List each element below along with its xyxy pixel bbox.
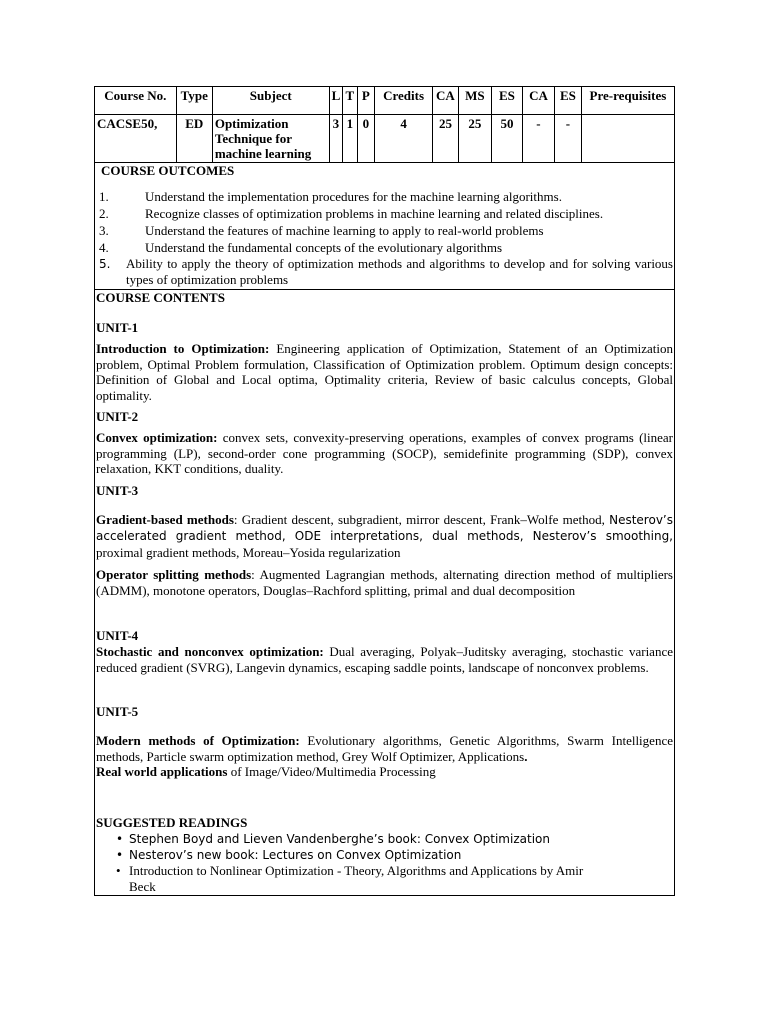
outcome-number: 2.	[99, 206, 109, 221]
header-prerequisites: Pre-requisites	[581, 87, 674, 115]
unit-2-title: UNIT-2	[96, 409, 139, 424]
table-row	[95, 115, 675, 163]
list-item	[99, 222, 674, 239]
header-course-no: Course No.	[95, 87, 177, 115]
cell-t: 1	[343, 115, 357, 163]
unit-2-heading: Convex optimization:	[96, 430, 218, 445]
cell-l: 3	[329, 115, 342, 163]
unit-3-text-2: : Augmented Lagrangian methods, alternating direction method of multipliers (ADMM), monotone operators, Douglas–Rachford splitting, primal and dual decomposition	[96, 567, 673, 598]
header-type: Type	[176, 87, 212, 115]
unit-5-title: UNIT-5	[96, 704, 139, 719]
list-item: • Introduction to Nonlinear Optimization - Theory, Algorithms and Applications by Amir Beck	[116, 863, 673, 895]
table-header-row	[95, 87, 675, 115]
syllabus-page	[94, 86, 675, 896]
course-outcomes-section	[94, 163, 675, 290]
readings-title: SUGGESTED READINGS	[96, 814, 248, 830]
unit-1-paragraph	[96, 341, 673, 403]
unit-4-paragraph	[96, 644, 673, 675]
unit-2-paragraph	[96, 430, 673, 477]
unit-4-heading: Stochastic and nonconvex optimization:	[96, 644, 324, 659]
unit-5-heading-2: Real world applications	[96, 764, 228, 779]
outcome-text: Understand the features of machine learning to apply to real-world problems	[145, 223, 544, 238]
outcome-number: 3.	[99, 223, 109, 238]
outcome-number: 4.	[99, 240, 109, 255]
list-item	[99, 239, 674, 256]
cell-es: 50	[491, 115, 522, 163]
unit-5-text-2: of Image/Video/Multimedia Processing	[227, 764, 436, 779]
header-ca-2: CA	[522, 87, 554, 115]
header-p: P	[357, 87, 375, 115]
list-item	[99, 256, 674, 288]
header-ms: MS	[458, 87, 491, 115]
unit-2-text: convex sets, convexity-preserving operations, examples of convex programs (linear programming (LP), second-order cone programming (SOCP), semidefinite programming (SDP), convex relaxation, KKT conditions, duality.	[96, 430, 673, 476]
outcome-text: Ability to apply the theory of optimization methods and algorithms to develop and for solving various types of optimization problems	[126, 256, 673, 287]
cell-ca-2: -	[522, 115, 554, 163]
header-ca: CA	[433, 87, 459, 115]
unit-3-text-c: proximal gradient methods, Moreau–Yosida regularization	[96, 544, 401, 560]
unit-5-end-period: .	[524, 748, 528, 764]
cell-prerequisites	[581, 115, 674, 163]
contents-title: COURSE CONTENTS	[96, 290, 225, 305]
unit-3-text-a: : Gradient descent, subgradient, mirror descent, Frank–Wolfe method,	[233, 511, 610, 527]
unit-5-heading-1: Modern methods of Optimization:	[96, 733, 300, 748]
outcome-number: 5.	[99, 257, 111, 271]
unit-5-text-1: Evolutionary algorithms, Genetic Algorithms, Swarm Intelligence methods, Particle swarm optimization method, Grey Wolf Optimizer, Applications	[96, 733, 673, 764]
unit-4-text: Dual averaging, Polyak–Juditsky averaging, stochastic variance reduced gradient (SVRG), Langevin dynamics, escaping saddle points, landscape of nonconvex problems.	[96, 644, 673, 675]
unit-3-paragraph-1	[96, 512, 673, 561]
outcomes-title: COURSE OUTCOMES	[101, 163, 235, 178]
cell-credits: 4	[375, 115, 433, 163]
outcome-text: Understand the fundamental concepts of the evolutionary algorithms	[145, 240, 503, 255]
cell-type: ED	[176, 115, 212, 163]
cell-course-no: CACSE50,	[95, 115, 177, 163]
cell-p: 0	[357, 115, 375, 163]
readings-list	[96, 831, 673, 895]
unit-3-text-b: Nesterov’s accelerated gradient method, ODE interpretations, dual methods, Nesterov’s smoothing,	[96, 512, 673, 543]
outcome-text: Understand the implementation procedures for the machine learning algorithms.	[145, 189, 562, 204]
outcomes-list	[99, 188, 674, 288]
cell-subject: Optimization Technique for machine learning	[212, 115, 329, 163]
course-contents-section	[94, 290, 675, 896]
outcome-number: 1.	[99, 189, 109, 204]
cell-ms: 25	[458, 115, 491, 163]
header-credits: Credits	[375, 87, 433, 115]
header-l: L	[329, 87, 342, 115]
unit-1-text: Engineering application of Optimization, Statement of an Optimization problem, Optimal Problem formulation, Classification of Optimization problem. Optimum design concepts: Definition of Global and Local optima, Optimality criteria, Review of basic calculus concepts, Global optimality.	[96, 341, 673, 403]
unit-3-heading-2: Operator splitting methods	[96, 567, 252, 582]
cell-es-2: -	[555, 115, 582, 163]
outcome-text: Recognize classes of optimization problems in machine learning and related disciplines.	[145, 206, 604, 221]
list-item: • Nesterov’s new book: Lectures on Convex Optimization	[116, 847, 673, 863]
unit-1-heading: Introduction to Optimization:	[96, 341, 270, 356]
unit-5-paragraph-1	[96, 733, 673, 764]
cell-ca: 25	[433, 115, 459, 163]
unit-3-paragraph-2	[96, 567, 673, 598]
list-item: • Stephen Boyd and Lieven Vandenberghe’s book: Convex Optimization	[116, 831, 673, 847]
header-subject: Subject	[212, 87, 329, 115]
unit-3-heading-1: Gradient-based methods	[96, 511, 234, 527]
header-t: T	[343, 87, 357, 115]
list-item	[99, 188, 674, 205]
unit-1-title: UNIT-1	[96, 320, 139, 335]
unit-4-title: UNIT-4	[96, 628, 139, 643]
course-table	[94, 86, 675, 163]
unit-5-paragraph-2	[96, 764, 673, 780]
unit-3-title: UNIT-3	[96, 482, 139, 498]
header-es: ES	[491, 87, 522, 115]
list-item	[99, 205, 674, 222]
header-es-2: ES	[555, 87, 582, 115]
